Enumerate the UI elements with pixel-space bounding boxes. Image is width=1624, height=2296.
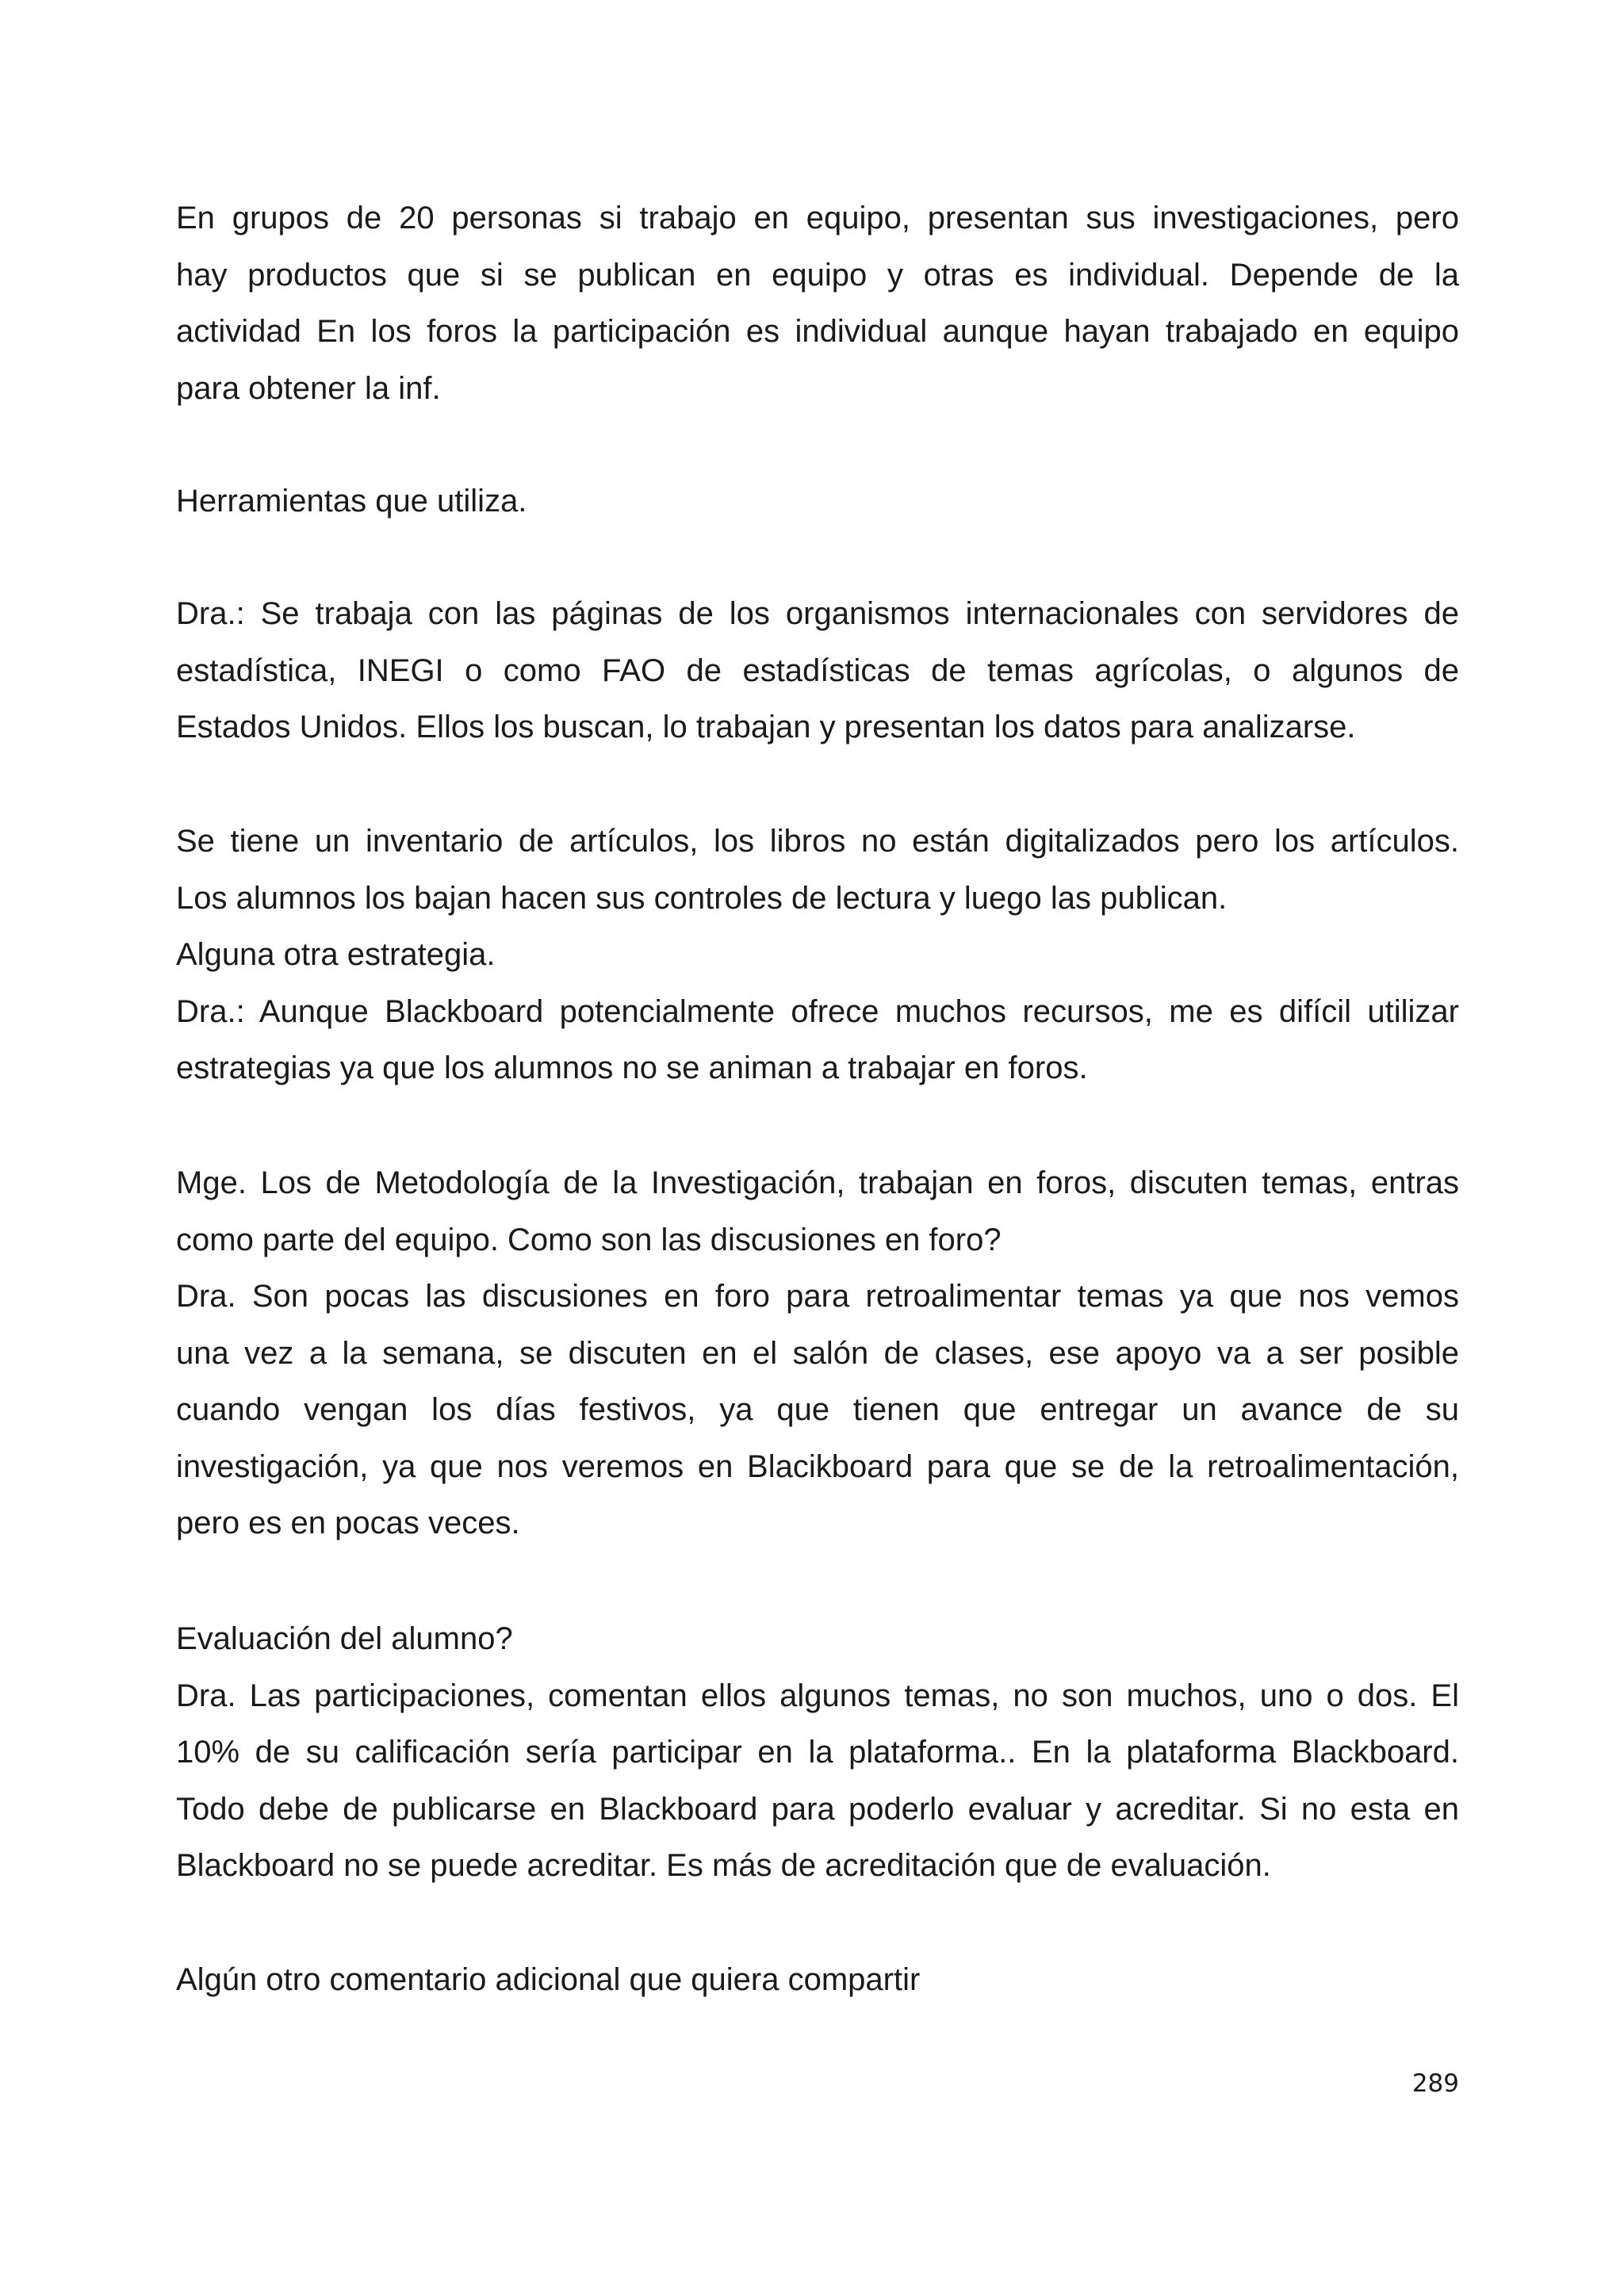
text-line: En grupos de 20 personas si trabajo en equipo, presentan sus investigaciones, pero: [176, 201, 1459, 235]
heading-tools: [176, 473, 1459, 530]
paragraph-tools-answer: [176, 586, 1459, 756]
text-line: como parte del equipo. Como son las discusiones en foro?: [176, 1222, 1002, 1257]
text-line: Dra.: Aunque Blackboard potencialmente ofrece muchos recursos, me es difícil utilizar: [176, 993, 1459, 1029]
text-line: hay productos que si se publican en equipo y otras es individual. Depende de la: [176, 257, 1459, 293]
text-line: Mge. Los de Metodología de la Investigación, trabajan en foros, discuten temas, entras: [176, 1165, 1459, 1200]
text-line: Dra. Son pocas las discusiones en foro para retroalimentar temas ya que nos vemos: [176, 1279, 1459, 1314]
text-line: actividad En los foros la participación es individual aunque hayan trabajado en equipo: [176, 314, 1459, 349]
text-line: Los alumnos los bajan hacen sus controles de lectura y luego las publican.: [176, 880, 1228, 916]
paragraph-student-evaluation: [176, 1611, 1459, 1895]
text-line: pero es en pocas veces.: [176, 1506, 520, 1540]
paragraph-forum-discussions: [176, 1155, 1459, 1552]
text-line: Dra.: Se trabaja con las páginas de los organismos internacionales con servidores de: [176, 596, 1459, 631]
text-line: Evaluación del alumno?: [176, 1621, 513, 1656]
text-line: Estados Unidos. Ellos los buscan, lo trabajan y presentan los datos para analizarse.: [176, 710, 1356, 744]
text-line: Se tiene un inventario de artículos, los libros no están digitalizados pero los artículos.: [176, 824, 1459, 859]
text-line: estadística, INEGI o como FAO de estadísticas de temas agrícolas, o algunos de: [176, 652, 1459, 688]
text-line: cuando vengan los días festivos, ya que tienen que entregar un avance de su: [176, 1392, 1459, 1427]
text-line: investigación, ya que nos veremos en Blacikboard para que se de la retroalimentación,: [176, 1448, 1459, 1484]
text-line: Todo debe de publicarse en Blackboard para poderlo evaluar y acreditar. Si no esta en: [176, 1791, 1459, 1827]
text-line: una vez a la semana, se discuten en el salón de clases, ese apoyo va a ser posible: [176, 1335, 1459, 1371]
text-line: Blackboard no se puede acreditar. Es más de acreditación que de evaluación.: [176, 1848, 1271, 1883]
text-line: estrategias ya que los alumnos no se animan a trabajar en foros.: [176, 1050, 1088, 1085]
text-line: Alguna otra estrategia.: [176, 937, 496, 972]
text-line: Dra. Las participaciones, comentan ellos algunos temas, no son muchos, uno o dos. El: [176, 1678, 1459, 1713]
paragraph-teamwork: [176, 190, 1459, 417]
text-line: para obtener la inf.: [176, 370, 441, 406]
text-line: Algún otro comentario adicional que quiera compartir: [176, 1962, 921, 1997]
text-line: Herramientas que utiliza.: [176, 484, 527, 519]
page-number: 289: [1411, 2069, 1459, 2098]
text-line: 10% de su calificación sería participar en la plataforma.. En la plataforma Blackboard.: [176, 1735, 1459, 1770]
paragraph-inventory-strategy: [176, 813, 1459, 1097]
closing-question: [176, 1952, 1459, 2009]
